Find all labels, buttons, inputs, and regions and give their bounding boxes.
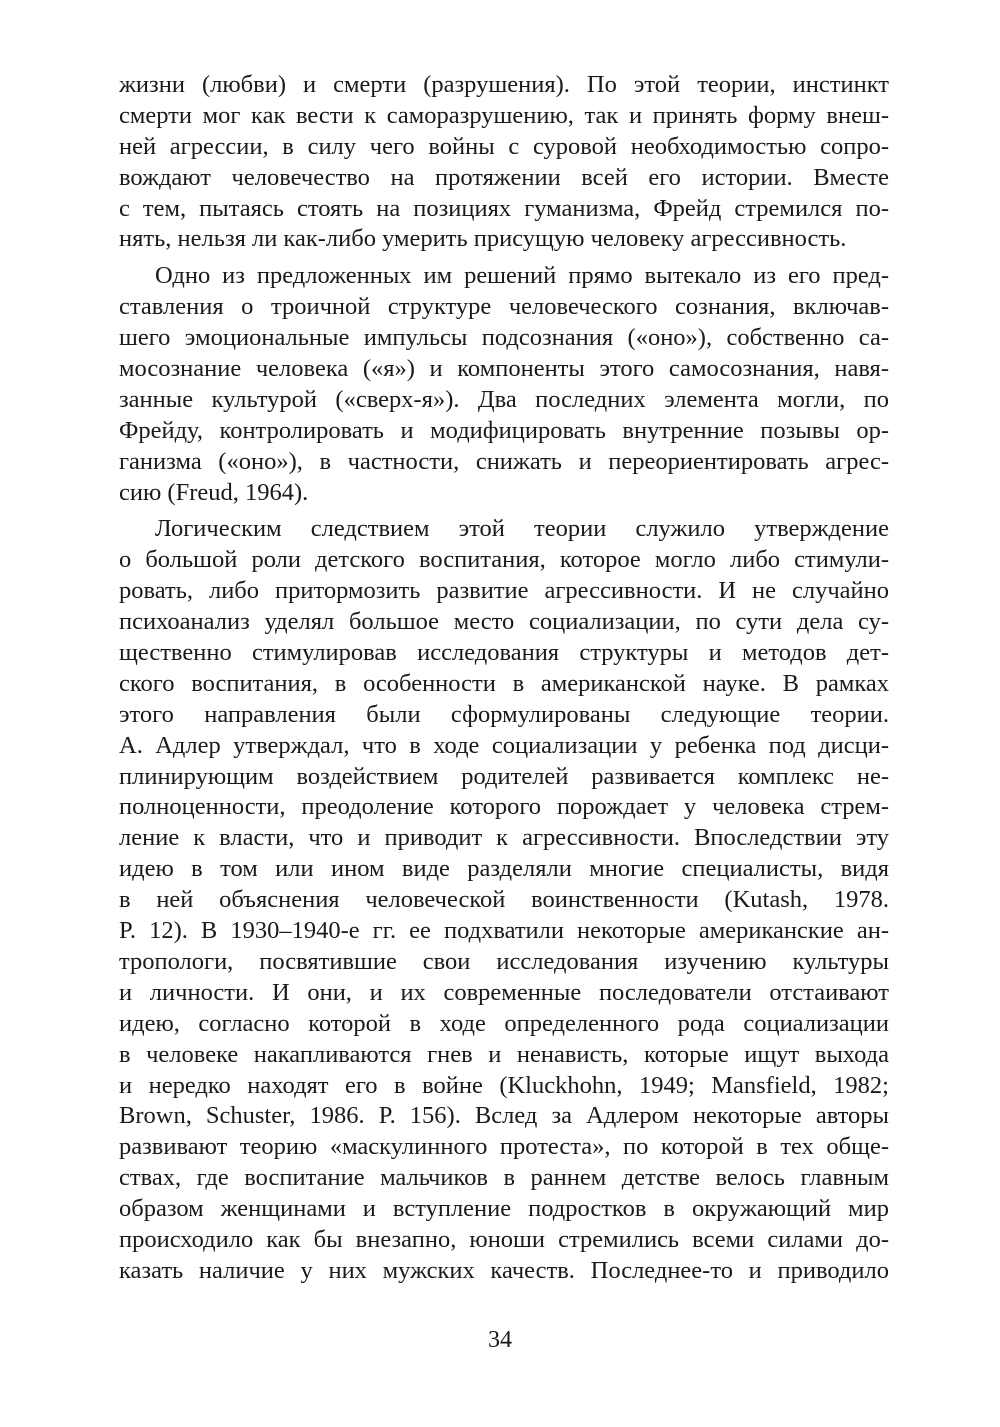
text-line: Логическим следствием этой теории служило утверждение [155,515,889,543]
text-line: сию (Freud, 1964). [119,478,309,506]
text-line: и личности. И они, и их современные последователи отстаивают [119,978,889,1006]
text-line: о большой роли детского воспитания, которое могло либо стимули- [119,546,889,574]
text-line: идею, согласно которой в ходе определенного рода социализации [119,1009,889,1037]
text-line: Одно из предложенных им решений прямо вытекало из его пред- [155,262,889,290]
text-line: в ней объяснения человеческой воинственности (Kutash, 1978. [119,886,889,914]
text-line: P. 12). В 1930–1940-е гг. ее подхватили некоторые американские ан- [119,917,889,945]
text-line: Brown, Schuster, 1986. P. 156). Вслед за Адлером некоторые авторы [119,1102,889,1130]
paragraph [119,70,889,255]
text-line: идею в том или ином виде разделяли многие специалисты, видя [119,855,889,883]
text-line: Фрейду, контролировать и модифицировать внутренние позывы ор- [119,416,889,444]
paragraph [119,261,889,508]
paragraph [119,514,889,1286]
text-line: психоанализ уделял большое место социализации, по сути дела су- [119,608,889,636]
text-line: жизни (любви) и смерти (разрушения). По этой теории, инстинкт [119,71,889,98]
text-line: с тем, пытаясь стоять на позициях гуманизма, Фрейд стремился по- [119,194,889,222]
text-line: развивают теорию «маскулинного протеста», по которой в тех обще- [119,1133,889,1161]
text-line: вождают человечество на протяжении всей его истории. Вместе [119,163,889,191]
text-line: этого направления были сформулированы следующие теории. [119,700,889,728]
text-line: плинирующим воздействием родителей развивается комплекс не- [119,762,889,790]
text-line: мосознание человека («я») и компоненты этого самосознания, навя- [119,355,889,383]
text-line: ровать, либо притормозить развитие агрессивности. И не случайно [119,577,889,605]
text-line: и нередко находят его в войне (Kluckhohn, 1949; Mansfield, 1982; [119,1071,889,1099]
text-line: занные культурой («сверх-я»). Два последних элемента могли, по [119,385,889,413]
text-line: ганизма («оно»), в частности, снижать и переориентировать агрес- [119,447,889,475]
text-line: шего эмоциональные импульсы подсознания («оно»), собственно са- [119,324,889,352]
text-line: ление к власти, что и приводит к агрессивности. Впоследствии эту [119,824,889,852]
body-text [119,70,889,1287]
text-line: происходило как бы внезапно, юноши стремились всеми силами до- [119,1225,889,1253]
page-number: 34 [488,1327,512,1353]
text-line: ствах, где воспитание мальчиков в раннем детстве велось главным [119,1164,889,1192]
text-line: нять, нельзя ли как-либо умерить присущую человеку агрессивность. [119,225,847,253]
text-line: тропологи, посвятившие свои исследования изучению культуры [119,947,889,975]
text-line: образом женщинами и вступление подростков в окружающий мир [119,1195,889,1223]
text-line: ней агрессии, в силу чего войны с суровой необходимостью сопро- [119,132,889,160]
text-line: полноценности, преодоление которого порождает у человека стрем- [119,793,889,821]
text-line: казать наличие у них мужских качеств. Последнее-то и приводило [119,1256,889,1284]
text-line: ставления о троичной структуре человеческого сознания, включав- [119,293,889,321]
text-line: в человеке накапливаются гнев и ненависть, которые ищут выхода [119,1040,889,1068]
text-line: ского воспитания, в особенности в американской науке. В рамках [119,669,889,697]
text-line: А. Адлер утверждал, что в ходе социализации у ребенка под дисци- [119,731,889,759]
text-line: щественно стимулировав исследования структуры и методов дет- [119,639,889,667]
text-line: смерти мог как вести к саморазрушению, так и принять форму внеш- [119,101,889,129]
